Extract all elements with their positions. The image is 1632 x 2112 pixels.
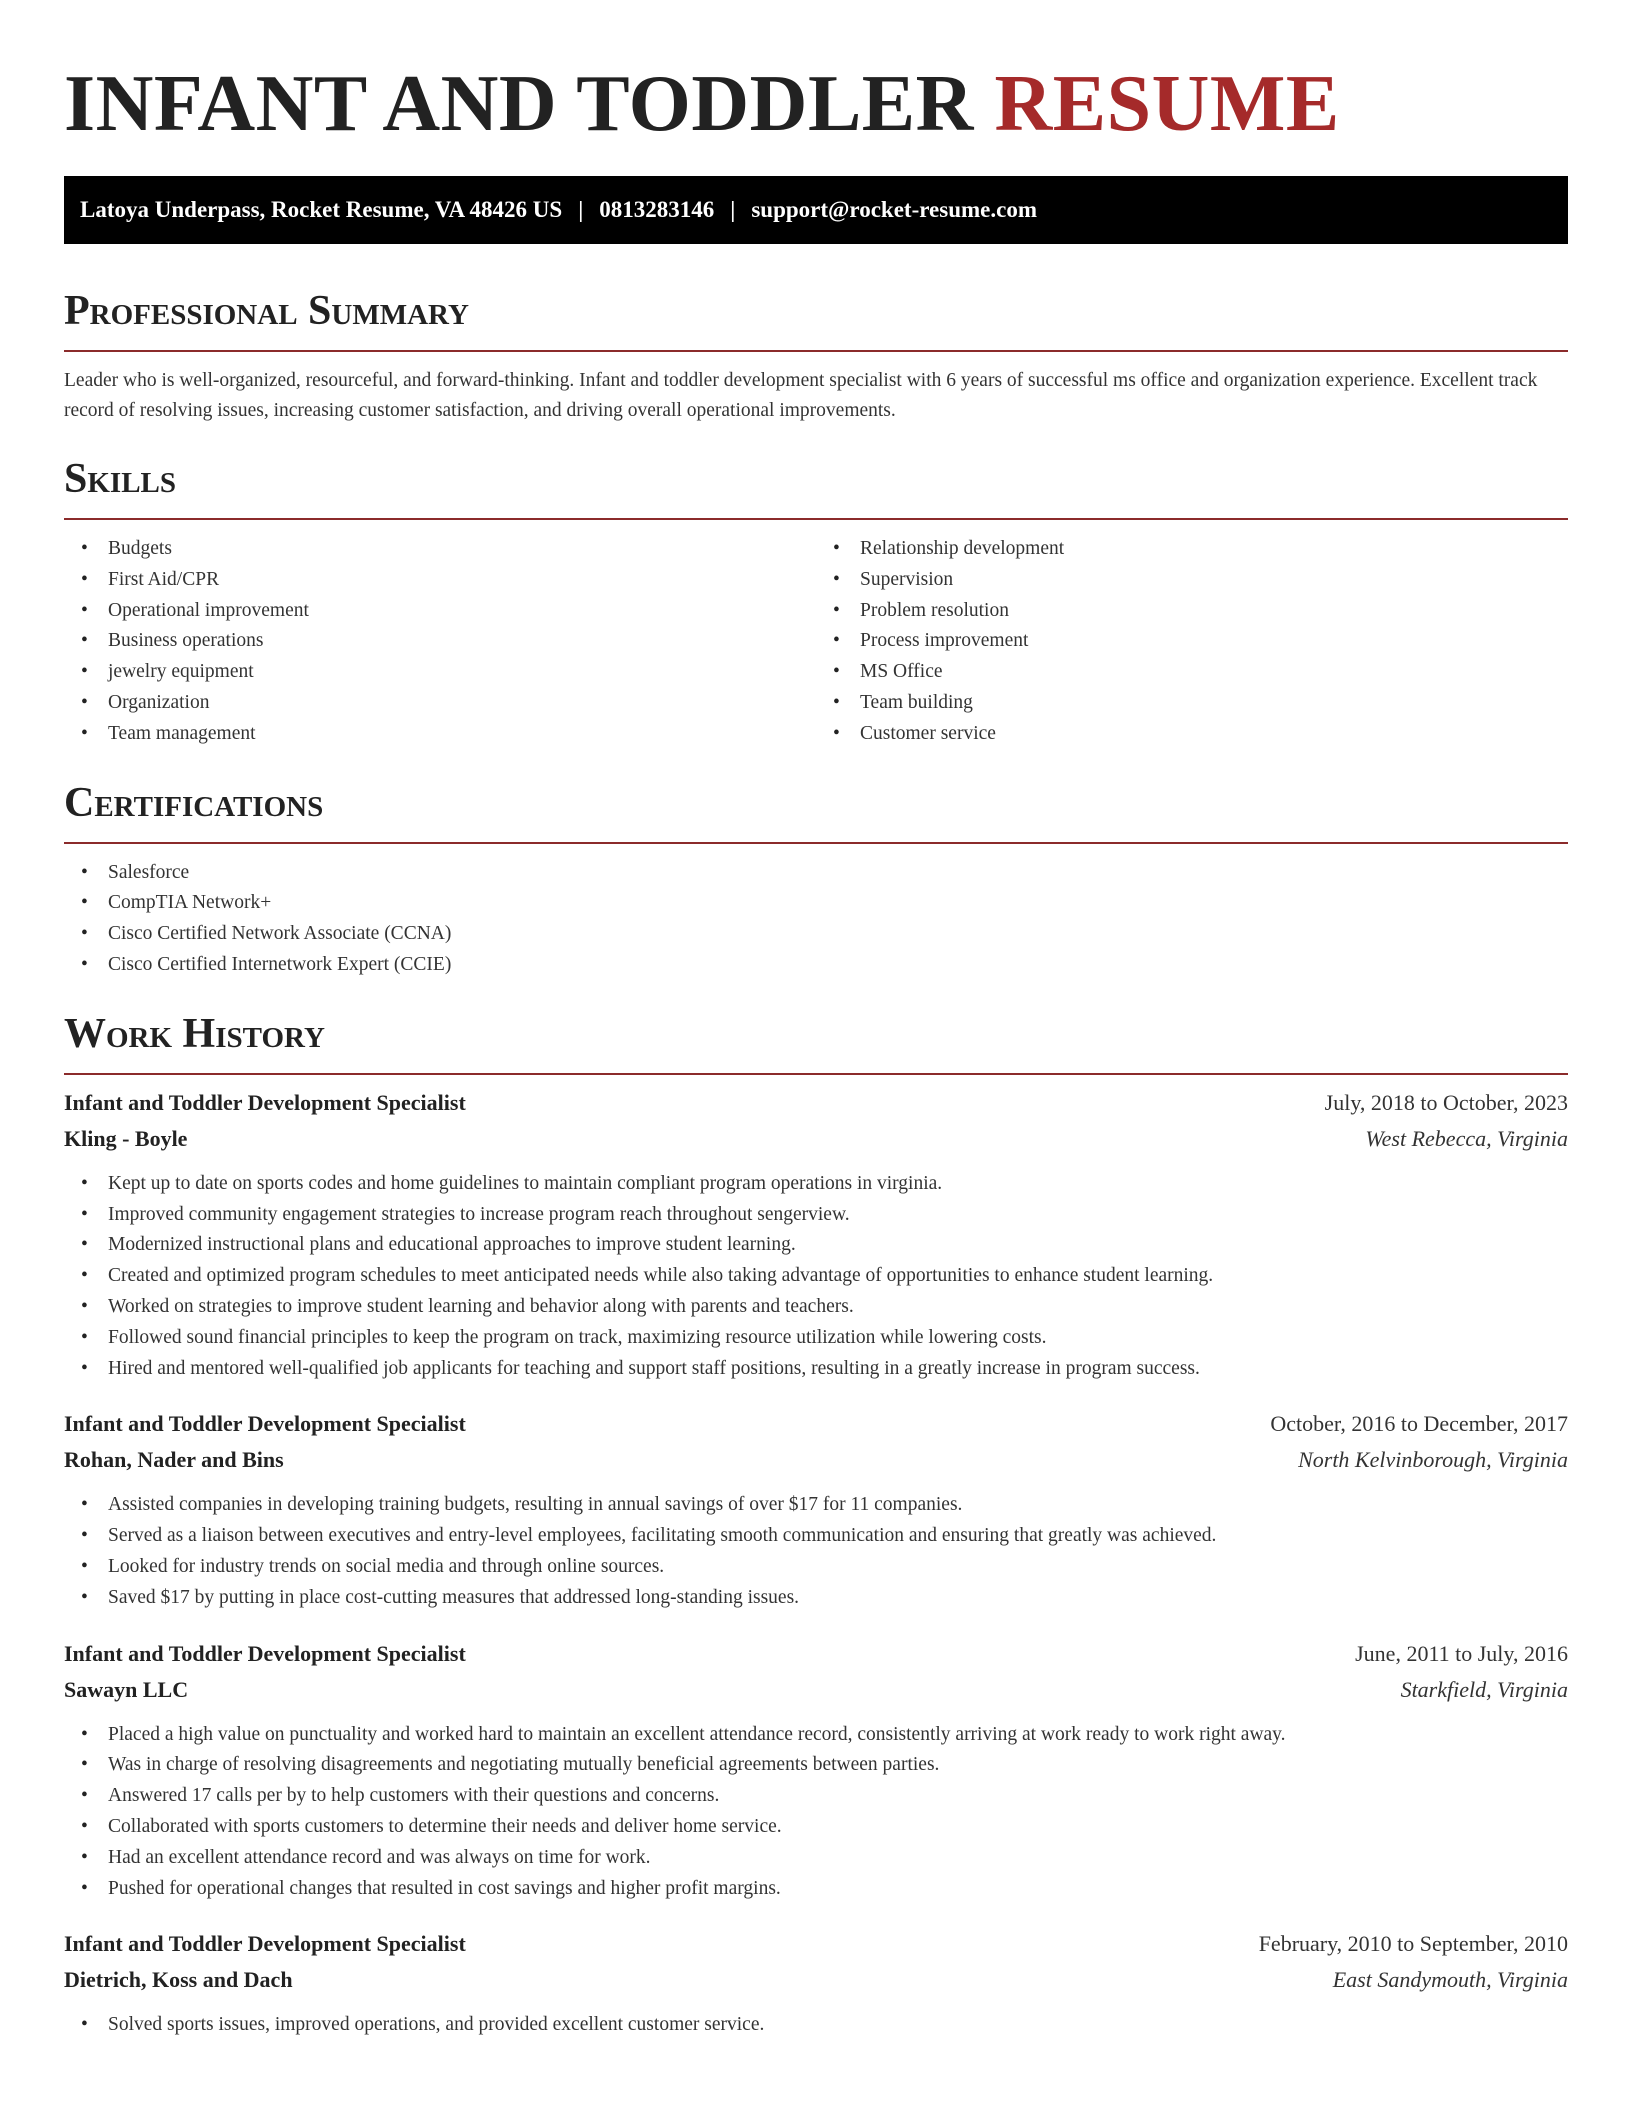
job-bullet: • Kept up to date on sports codes and home guidelines to maintain compliant program operations in virginia.	[64, 1169, 1568, 1200]
certification-item: • Cisco Certified Internetwork Expert (CCIE)	[64, 950, 1568, 981]
job-dates: June, 2011 to July, 2016	[1355, 1640, 1568, 1666]
certification-item: • Cisco Certified Network Associate (CCNA)	[64, 919, 1568, 950]
job-company-row	[64, 1121, 1568, 1157]
job-company: Sawayn LLC	[64, 1676, 189, 1702]
contact-address: Latoya Underpass, Rocket Resume, VA 48426 US	[80, 197, 563, 222]
work-history-section	[64, 1011, 1568, 2041]
job-bullet: • Saved $17 by putting in place cost-cutting measures that addressed long-standing issues.	[64, 1583, 1568, 1614]
job-bullet: • Modernized instructional plans and educational approaches to improve student learning.	[64, 1230, 1568, 1261]
section-divider	[64, 518, 1568, 520]
certifications-list	[64, 858, 1568, 981]
job-bullet: • Assisted companies in developing training budgets, resulting in annual savings of over $17 for 11 companies.	[64, 1490, 1568, 1521]
resume-title	[64, 0, 1568, 176]
job-location: Starkfield, Virginia	[1400, 1676, 1568, 1702]
job-company: Rohan, Nader and Bins	[64, 1447, 284, 1473]
jobs-list	[64, 1085, 1568, 2041]
contact-email[interactable]: support@rocket-resume.com	[751, 197, 1037, 222]
job-title: Infant and Toddler Development Specialist	[64, 1640, 466, 1666]
section-divider	[64, 842, 1568, 844]
job-location: East Sandymouth, Virginia	[1332, 1967, 1568, 1993]
job-bullet: • Hired and mentored well-qualified job applicants for teaching and support staff positions, resulting in a greatly increase in program success.	[64, 1354, 1568, 1385]
summary-heading: Professional Summary	[64, 288, 469, 334]
skills-list-left	[64, 534, 816, 750]
job-dates: October, 2016 to December, 2017	[1270, 1411, 1568, 1437]
job-company-row	[64, 1442, 1568, 1478]
work-history-heading: Work History	[64, 1010, 325, 1057]
job-company: Dietrich, Koss and Dach	[64, 1967, 293, 1993]
skill-item: • Relationship development	[816, 534, 1568, 565]
summary-text: Leader who is well-organized, resourceful, and forward-thinking. Infant and toddler development specialist with 6 years of successful ms office and organization experience. Excellent track record of resolving issues, increasing customer satisfaction, and driving overall operational improvements.	[64, 370, 1538, 421]
skills-list-right	[816, 534, 1568, 750]
section-divider	[64, 350, 1568, 352]
job-bullet: • Looked for industry trends on social media and through online sources.	[64, 1552, 1568, 1583]
job-bullet: • Served as a liaison between executives and entry-level employees, facilitating smooth communication and ensuring that greatly was achieved.	[64, 1521, 1568, 1552]
job-company-row	[64, 1962, 1568, 1998]
job-title: Infant and Toddler Development Specialist	[64, 1089, 466, 1115]
certification-item: • Salesforce	[64, 858, 1568, 889]
skill-item: • Team building	[816, 688, 1568, 719]
job-company: Kling - Boyle	[64, 1125, 188, 1151]
job-bullets	[64, 1169, 1568, 1385]
title-accent: RESUME	[994, 60, 1340, 148]
job-company-row	[64, 1672, 1568, 1708]
job-entry	[64, 1406, 1568, 1613]
job-bullets	[64, 1720, 1568, 1905]
skill-item: • Supervision	[816, 565, 1568, 596]
skills-grid	[64, 534, 1568, 750]
job-bullet: • Improved community engagement strategies to increase program reach throughout sengerview.	[64, 1200, 1568, 1231]
skill-item: • Organization	[64, 688, 816, 719]
job-dates: July, 2018 to October, 2023	[1324, 1089, 1568, 1115]
certification-item: • CompTIA Network+	[64, 888, 1568, 919]
job-dates: February, 2010 to September, 2010	[1258, 1931, 1568, 1957]
contact-phone: 0813283146	[599, 197, 715, 222]
job-bullet: • Was in charge of resolving disagreements and negotiating mutually beneficial agreements between parties.	[64, 1750, 1568, 1781]
skill-item: • MS Office	[816, 657, 1568, 688]
skill-item: • Process improvement	[816, 626, 1568, 657]
job-bullets	[64, 1490, 1568, 1613]
contact-bar	[64, 176, 1568, 244]
skills-heading: Skills	[64, 456, 177, 502]
job-header-row	[64, 1085, 1568, 1121]
job-bullets	[64, 2010, 1568, 2041]
section-divider	[64, 1073, 1568, 1075]
job-entry	[64, 1926, 1568, 2041]
job-title: Infant and Toddler Development Specialist	[64, 1931, 466, 1957]
certifications-section	[64, 780, 1568, 981]
job-header-row	[64, 1926, 1568, 1962]
skill-item: • First Aid/CPR	[64, 565, 816, 596]
skill-item: • jewelry equipment	[64, 657, 816, 688]
job-header-row	[64, 1406, 1568, 1442]
job-location: North Kelvinborough, Virginia	[1298, 1447, 1568, 1473]
job-bullet: • Followed sound financial principles to keep the program on track, maximizing resource utilization while lowering costs.	[64, 1323, 1568, 1354]
job-bullet: • Pushed for operational changes that resulted in cost savings and higher profit margins.	[64, 1874, 1568, 1905]
job-bullet: • Worked on strategies to improve student learning and behavior along with parents and teachers.	[64, 1292, 1568, 1323]
contact-separator: |	[578, 197, 584, 222]
skill-item: • Problem resolution	[816, 596, 1568, 627]
skill-item: • Customer service	[816, 719, 1568, 750]
job-bullet: • Answered 17 calls per by to help customers with their questions and concerns.	[64, 1781, 1568, 1812]
job-bullet: • Collaborated with sports customers to determine their needs and deliver home service.	[64, 1812, 1568, 1843]
job-bullet: • Created and optimized program schedules to meet anticipated needs while also taking advantage of opportunities to enhance student learning.	[64, 1261, 1568, 1292]
skill-item: • Operational improvement	[64, 596, 816, 627]
contact-separator: |	[730, 197, 736, 222]
skill-item: • Team management	[64, 719, 816, 750]
job-location: West Rebecca, Virginia	[1365, 1125, 1568, 1151]
job-entry	[64, 1636, 1568, 1905]
title-main: INFANT AND TODDLER	[64, 60, 974, 148]
job-bullet: • Solved sports issues, improved operations, and provided excellent customer service.	[64, 2010, 1568, 2041]
skill-item: • Budgets	[64, 534, 816, 565]
certifications-heading: Certifications	[64, 779, 324, 826]
job-bullet: • Placed a high value on punctuality and worked hard to maintain an excellent attendance record, consistently arriving at work ready to work right away.	[64, 1720, 1568, 1751]
skills-section	[64, 456, 1568, 750]
job-title: Infant and Toddler Development Specialist	[64, 1411, 466, 1437]
skill-item: • Business operations	[64, 626, 816, 657]
summary-section	[64, 288, 1568, 426]
job-header-row	[64, 1636, 1568, 1672]
job-bullet: • Had an excellent attendance record and was always on time for work.	[64, 1843, 1568, 1874]
job-entry	[64, 1085, 1568, 1385]
